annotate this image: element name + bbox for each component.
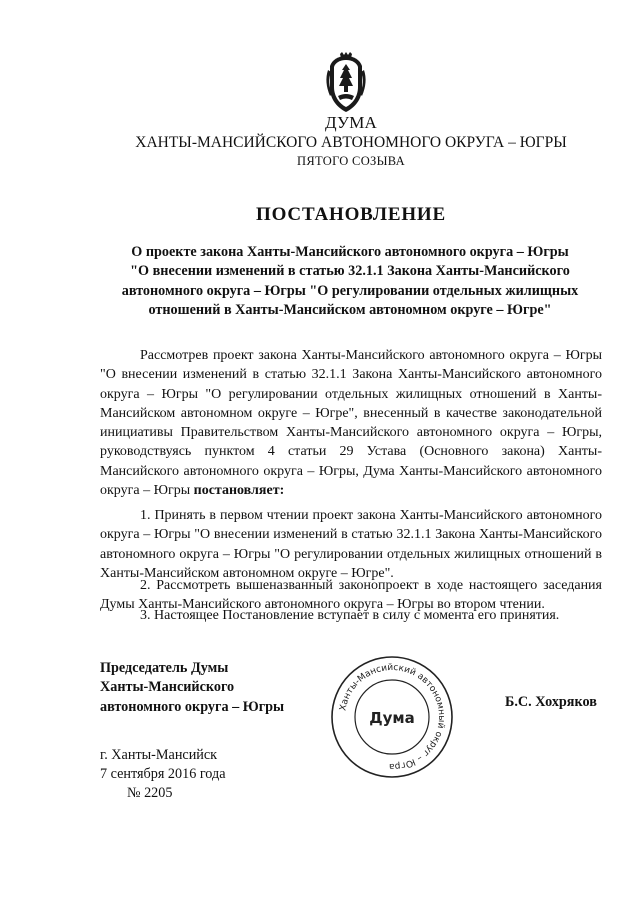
coat-of-arms-emblem [322,52,370,114]
date: 7 сентября 2016 года [100,766,226,782]
stamp-ring-text: Ханты-Мансийский автономный округ – Югра [338,662,447,772]
resolution-item-1: 1. Принять в первом чтении проект закона Ханты-Мансийского автономного округа – Югры "О внесении изменений в статью 32.1.1 Закона Ханты-Мансийского автономного округа – Югры "О регулировании отдельных жилищных отношений в Ханты-Мансийском автономном округе – Югре". [100,508,602,581]
okrug-heading: ХАНТЫ-МАНСИЙСКОГО АВТОНОМНОГО ОКРУГА – ЮГРЫ [135,134,567,151]
duma-heading: ДУМА [324,113,378,132]
document-title: ПОСТАНОВЛЕНИЕ [256,204,446,225]
subject-line: отношений в Ханты-Мансийском автономном округе – Югре" [148,301,552,318]
intro-resolution-word: постановляет: [193,483,285,499]
city: г. Ханты-Мансийск [100,747,218,763]
signature-title-line: Ханты-Мансийского [100,679,235,696]
resolution-item-2: 2. Рассмотреть вышеназванный законопроект в ходе настоящего заседания Думы Ханты-Мансийского автономного округа – Югры во втором чтении. [100,578,602,613]
signature-title-line: автономного округа – Югры [100,698,285,715]
stamp-center-text: Дума [369,709,415,727]
subject-line: "О внесении изменений в статью 32.1.1 Закона Ханты-Мансийского [130,263,570,280]
subject-line: О проекте закона Ханты-Мансийского автономного округа – Югры [131,244,569,260]
official-stamp [327,652,457,782]
signature-title-line: Председатель Думы [100,660,229,676]
resolution-item-3: 3. Настоящее Постановление вступает в силу с момента его принятия. [140,608,560,623]
signer-name: Б.С. Хохряков [505,694,597,710]
convocation-heading: ПЯТОГО СОЗЫВА [297,154,405,168]
intro-text: Рассмотрев проект закона Ханты-Мансийского автономного округа – Югры "О внесении изменений в статью 32.1.1 Закона Ханты-Мансийского автономного округа – Югры "О регулировании отдельных жилищных отношений в Ханты-Мансийском автономном округе – Югре", внесенный в качестве законодательной инициативы Правительством Ханты-Мансийского автономного округа – Югры, руководствуясь пунктом 4 статьи 29 Устава (Основного закона) Ханты-Мансийского автономного округа – Югры, Дума Ханты-Мансийского автономного округа – Югры [100,348,602,499]
signature-title-block [100,659,330,717]
subject-line: автономного округа – Югры "О регулировании отдельных жилищных [121,282,579,299]
document-number: № 2205 [127,785,173,801]
subject-block [100,243,600,320]
document-footer [100,746,226,803]
intro-paragraph [100,346,602,500]
